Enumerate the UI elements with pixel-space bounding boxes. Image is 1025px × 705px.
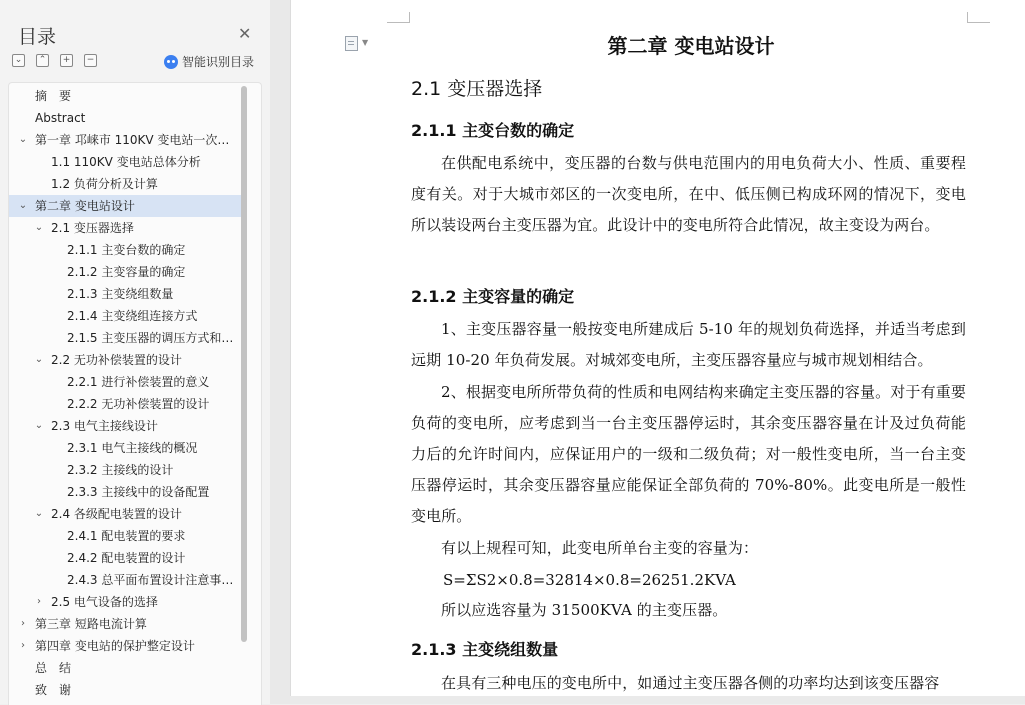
chevron-down-icon[interactable]: ⌄ [34,420,44,431]
toc-item[interactable] [9,217,241,239]
smart-toc-label: 智能识别目录 [182,55,255,69]
paragraph: 在具有三种电压的变电所中，如通过主变压器各侧的功率均达到该变压器容 [441,674,940,692]
toc-scrollbar[interactable] [241,86,247,642]
toc-item-label: 2.3.1 电气主接线的概况 [67,441,198,455]
expand-all-icon[interactable]: ⌄ [12,54,25,67]
toc-item[interactable] [9,657,241,679]
formula: S=ΣS2×0.8=32814×0.8=26251.2KVA [443,571,736,589]
toc-item-label: 第三章 短路电流计算 [35,617,147,631]
chevron-right-icon[interactable]: › [21,640,25,651]
chevron-down-icon[interactable]: ⌄ [34,508,44,519]
chevron-down-icon[interactable]: ⌄ [18,134,28,145]
toc-item-label: 2.2.1 进行补偿装置的意义 [67,375,210,389]
toc-item-label: 2.1.4 主变绕组连接方式 [67,309,198,323]
toc-title: 目录 [18,26,57,48]
toc-panel [0,0,270,704]
close-icon[interactable]: ✕ [238,24,252,43]
toc-item[interactable] [9,349,241,371]
paragraph: 2、根据变电所所带负荷的性质和电网结构来确定主变压器的容量。对于有重要负荷的变电所，应考虑到当一台主变压器停运时，其余变压器容量在计及过负荷能力后的允许时间内，应保证用户的一级和二级负荷；对一般性变电所，当一台主变压器停运时，其余变压器容量应能保证全部负荷的 70%-80%。此变电所是一般性变电所。 [411,383,966,525]
toc-item-label: 第二章 变电站设计 [35,199,135,213]
chevron-right-icon[interactable]: › [21,618,25,629]
smart-toc-button[interactable] [164,53,254,70]
toc-item-label: 2.3.3 主接线中的设备配置 [67,485,210,499]
panel-splitter[interactable] [270,0,290,704]
toc-item[interactable] [9,437,241,459]
toc-item[interactable] [9,569,241,591]
toc-item[interactable] [9,415,241,437]
toc-item-label: 2.2 无功补偿装置的设计 [51,353,182,367]
toc-item[interactable] [9,525,241,547]
toc-item-label: Abstract [35,111,86,125]
toc-item[interactable] [9,283,241,305]
page-margin-mark-right [967,12,990,23]
toc-item[interactable] [9,173,241,195]
toc-item-label: 2.1.5 主变压器的调压方式和… [67,331,234,345]
toc-item[interactable] [9,129,241,151]
page-icon[interactable] [345,36,358,51]
toc-item-label: 2.4 各级配电装置的设计 [51,507,182,521]
chevron-down-icon[interactable]: ▼ [362,38,369,47]
toc-item[interactable] [9,503,241,525]
toc-item[interactable] [9,239,241,261]
toc-item-label: 2.4.1 配电装置的要求 [67,529,186,543]
toc-item-label: 2.1.1 主变台数的确定 [67,243,186,257]
toc-item-label: 摘 要 [35,89,72,103]
paragraph: 1、主变压器容量一般按变电所建成后 5-10 年的规划负荷选择，并适当考虑到远期 10-20 年负荷发展。对城郊变电所，主变压器容量应与城市规划相结合。 [411,320,966,369]
toc-item-label: 2.3 电气主接线设计 [51,419,158,433]
toc-item-label: 第四章 变电站的保护整定设计 [35,639,195,653]
toc-item-label: 总 结 [35,661,72,675]
toc-item[interactable] [9,371,241,393]
toc-item[interactable] [9,107,241,129]
toc-item-label: 2.1.2 主变容量的确定 [67,265,186,279]
toc-item[interactable] [9,261,241,283]
toc-item-label: 2.3.2 主接线的设计 [67,463,174,477]
toc-item-label: 2.4.2 配电装置的设计 [67,551,186,565]
toc-item[interactable] [9,195,241,217]
toc-item-label: 致 谢 [35,683,72,697]
toc-item[interactable] [9,547,241,569]
chevron-right-icon[interactable]: › [37,596,41,607]
page-margin-mark-left [387,12,410,23]
toc-item[interactable] [9,679,241,701]
section-heading-2-1-3: 2.1.3 主变绕组数量 [411,640,559,659]
horizontal-scrollbar[interactable] [290,696,1025,704]
toc-item[interactable] [9,635,241,657]
toc-item[interactable] [9,305,241,327]
paragraph: 所以应选容量为 31500KVA 的主变压器。 [441,601,728,619]
collapse-all-icon[interactable]: ⌃ [36,54,49,67]
toc-item-label: 2.1 变压器选择 [51,221,134,235]
section-heading-2-1-2: 2.1.2 主变容量的确定 [411,287,575,306]
toc-item-label: 第一章 邛崃市 110KV 变电站一次… [35,133,230,147]
toc-item-label: 2.5 电气设备的选择 [51,595,158,609]
toc-list [8,82,262,705]
chevron-down-icon[interactable]: ⌄ [34,222,44,233]
toc-item-label: 2.4.3 总平面布置设计注意事… [67,573,234,587]
remove-heading-icon[interactable]: − [84,54,97,67]
toc-item[interactable] [9,327,241,349]
document-page [290,0,1025,704]
toc-item[interactable] [9,393,241,415]
chapter-title: 第二章 变电站设计 [607,34,775,58]
toc-item[interactable] [9,151,241,173]
toc-item[interactable] [9,481,241,503]
toc-item[interactable] [9,459,241,481]
toc-item[interactable] [9,613,241,635]
paragraph: 在供配电系统中，变压器的台数与供电范围内的用电负荷大小、性质、重要程度有关。对于大城市郊区的一次变电所，在中、低压侧已构成环网的情况下，变电所以装设两台主变压器为宜。此设计中的变电所符合此情况，故主变设为两台。 [411,154,966,234]
toc-item-label: 2.1.3 主变绕组数量 [67,287,174,301]
add-heading-icon[interactable]: + [60,54,73,67]
toc-item-label: 2.2.2 无功补偿装置的设计 [67,397,210,411]
ai-assistant-icon [164,55,178,69]
paragraph: 有以上规程可知，此变电所单台主变的容量为： [441,539,759,557]
toc-item[interactable] [9,591,241,613]
chevron-down-icon[interactable]: ⌄ [34,354,44,365]
section-heading-2-1-1: 2.1.1 主变台数的确定 [411,121,575,140]
toc-item-label: 1.2 负荷分析及计算 [51,177,158,191]
chevron-down-icon[interactable]: ⌄ [18,200,28,211]
section-heading-2-1: 2.1 变压器选择 [411,78,543,100]
toc-item[interactable] [9,85,241,107]
toc-item-label: 1.1 110KV 变电站总体分析 [51,155,201,169]
